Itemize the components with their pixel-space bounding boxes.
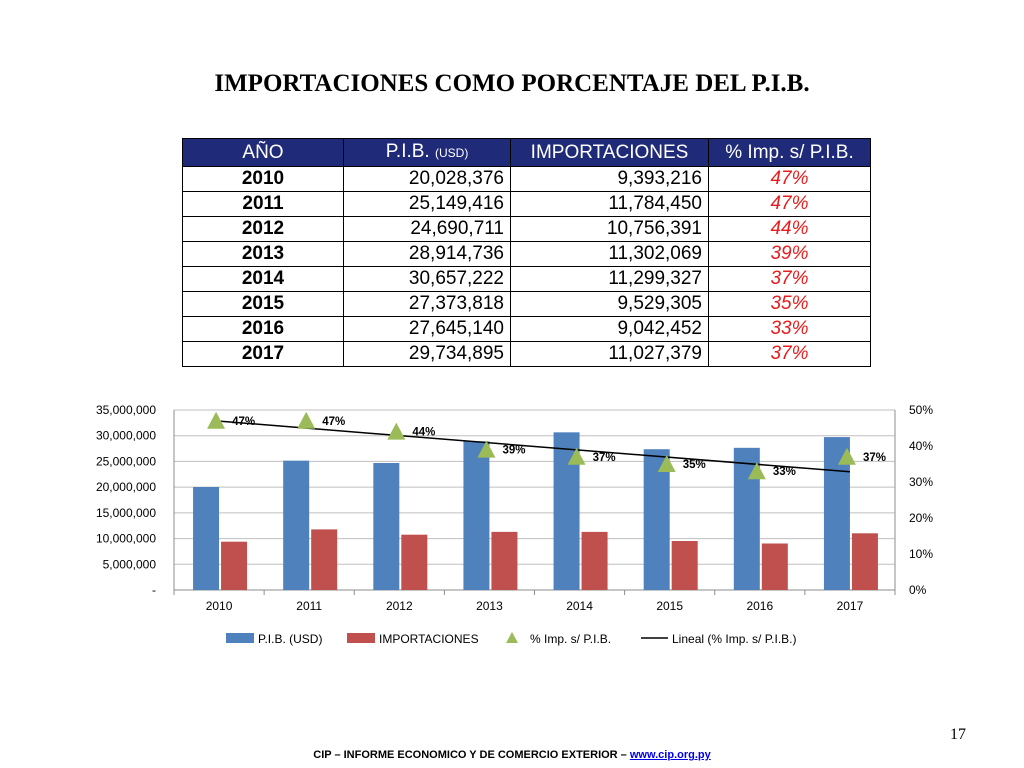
- pct-data-label: 35%: [682, 459, 706, 471]
- cell-pib: 27,373,818: [344, 292, 511, 317]
- bar-pib: [283, 461, 309, 590]
- bar-imports: [762, 543, 788, 590]
- x-tick-label: 2011: [296, 599, 323, 613]
- data-table: [182, 138, 871, 367]
- page-number: 17: [950, 726, 966, 743]
- cell-imports: 11,784,450: [511, 192, 709, 217]
- legend-label-pib: P.I.B. (USD): [258, 632, 323, 646]
- x-tick-label: 2010: [205, 599, 233, 613]
- header-pib-unit: (USD): [434, 146, 469, 160]
- cell-year: 2014: [183, 267, 344, 292]
- y-right-tick-label: 30%: [909, 475, 934, 489]
- cell-pct: 33%: [709, 317, 871, 342]
- bar-imports: [221, 542, 247, 590]
- cell-year: 2017: [183, 342, 344, 367]
- cell-imports: 9,529,305: [511, 292, 709, 317]
- header-imports: IMPORTACIONES: [511, 139, 709, 167]
- x-tick-label: 2013: [476, 599, 503, 613]
- header-year: AÑO: [183, 139, 344, 167]
- cell-pib: 20,028,376: [344, 167, 511, 192]
- cell-year: 2010: [183, 167, 344, 192]
- legend-swatch-imports: [347, 633, 375, 643]
- legend-label-pct: % Imp. s/ P.I.B.: [530, 632, 612, 646]
- pct-marker: [207, 412, 225, 429]
- legend-label-imports: IMPORTACIONES: [379, 632, 479, 646]
- bar-pib: [373, 463, 399, 590]
- cell-pct: 47%: [709, 192, 871, 217]
- y-left-tick-label: -: [152, 583, 156, 597]
- legend-label-trend: Lineal (% Imp. s/ P.I.B.): [672, 632, 797, 646]
- cell-pib: 24,690,711: [344, 217, 511, 242]
- pct-marker: [297, 412, 315, 429]
- cell-imports: 9,042,452: [511, 317, 709, 342]
- y-right-tick-label: 50%: [909, 403, 934, 417]
- cell-imports: 11,027,379: [511, 342, 709, 367]
- cell-pib: 29,734,895: [344, 342, 511, 367]
- x-tick-label: 2015: [656, 599, 684, 613]
- pct-data-label: 39%: [502, 444, 526, 457]
- cell-pct: 39%: [709, 242, 871, 267]
- header-pib: [344, 139, 511, 167]
- cell-year: 2012: [183, 217, 344, 242]
- bar-imports: [311, 529, 337, 590]
- pct-data-label: 37%: [592, 451, 616, 464]
- y-right-tick-label: 20%: [909, 511, 934, 525]
- table-row: [183, 192, 871, 217]
- cell-imports: 10,756,391: [511, 217, 709, 242]
- y-right-tick-label: 40%: [909, 439, 934, 453]
- footer: [0, 749, 1024, 761]
- y-left-tick-label: 20,000,000: [95, 480, 156, 495]
- cell-pib: 25,149,416: [344, 192, 511, 217]
- pct-marker: [387, 423, 405, 440]
- cell-year: 2015: [183, 292, 344, 317]
- page-title: IMPORTACIONES COMO PORCENTAJE DEL P.I.B.: [214, 70, 810, 97]
- y-left-tick-label: 10,000,000: [95, 531, 156, 546]
- cell-pct: 47%: [709, 167, 871, 192]
- table-row: [183, 167, 871, 192]
- legend-swatch-pct: [506, 632, 518, 643]
- y-left-tick-label: 5,000,000: [102, 557, 156, 572]
- cell-pib: 30,657,222: [344, 267, 511, 292]
- x-tick-label: 2016: [746, 599, 774, 613]
- table-row: [183, 267, 871, 292]
- bar-imports: [401, 535, 427, 590]
- cell-imports: 9,393,216: [511, 167, 709, 192]
- cell-year: 2016: [183, 317, 344, 342]
- table-row: [183, 217, 871, 242]
- bar-imports: [582, 532, 608, 590]
- y-right-tick-label: 0%: [909, 583, 927, 597]
- cell-imports: 11,299,327: [511, 267, 709, 292]
- bar-imports: [852, 533, 878, 590]
- combo-chart: [0, 395, 1024, 660]
- legend-swatch-pib: [226, 633, 254, 643]
- table-header-row: [183, 139, 871, 167]
- table-row: [183, 242, 871, 267]
- cell-pct: 44%: [709, 217, 871, 242]
- x-tick-label: 2017: [836, 599, 864, 613]
- y-left-tick-label: 15,000,000: [95, 505, 156, 520]
- y-left-tick-label: 30,000,000: [95, 428, 156, 443]
- x-tick-label: 2014: [566, 599, 593, 613]
- table-row: [183, 292, 871, 317]
- bar-imports: [491, 532, 517, 590]
- y-left-tick-label: 25,000,000: [95, 454, 156, 469]
- cell-pct: 35%: [709, 292, 871, 317]
- footer-text: CIP – INFORME ECONOMICO Y DE COMERCIO EXTERIOR –: [313, 749, 630, 761]
- cell-pct: 37%: [709, 342, 871, 367]
- y-left-tick-label: 35,000,000: [95, 403, 156, 417]
- y-right-tick-label: 10%: [909, 547, 934, 561]
- table-row: [183, 317, 871, 342]
- pct-data-label: 44%: [412, 426, 436, 439]
- header-pib-label: P.I.B.: [385, 141, 430, 162]
- header-pct: % Imp. s/ P.I.B.: [709, 139, 871, 167]
- bar-pib: [193, 487, 219, 590]
- pct-data-label: 33%: [772, 466, 796, 479]
- cell-year: 2011: [183, 192, 344, 217]
- cell-pib: 27,645,140: [344, 317, 511, 342]
- footer-link[interactable]: www.cip.org.py: [629, 749, 711, 761]
- bar-pib: [463, 441, 489, 590]
- table-row: [183, 342, 871, 367]
- cell-imports: 11,302,069: [511, 242, 709, 267]
- pct-data-label: 37%: [862, 451, 886, 464]
- cell-pib: 28,914,736: [344, 242, 511, 267]
- bar-imports: [672, 541, 698, 590]
- pct-data-label: 47%: [322, 415, 346, 428]
- pct-data-label: 47%: [232, 415, 256, 428]
- x-tick-label: 2012: [385, 599, 413, 613]
- cell-pct: 37%: [709, 267, 871, 292]
- cell-year: 2013: [183, 242, 344, 267]
